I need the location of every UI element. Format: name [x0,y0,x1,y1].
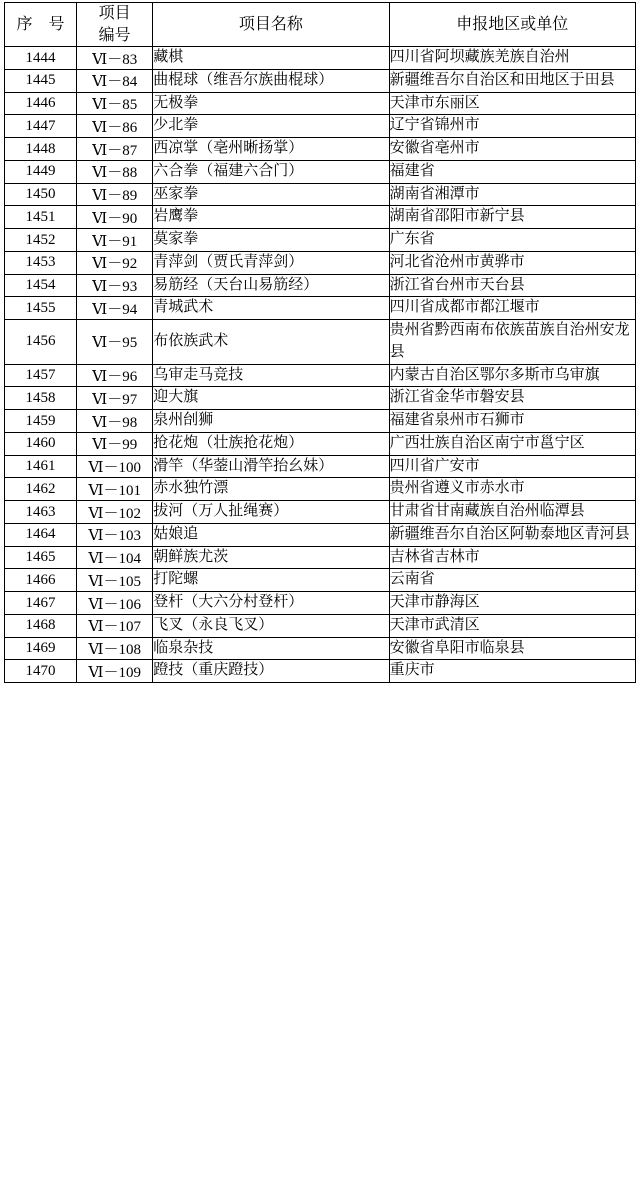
cell-region: 广东省 [389,229,635,252]
cell-region: 云南省 [389,569,635,592]
cell-project-name: 朝鲜族尤茨 [153,546,389,569]
cell-region: 广西壮族自治区南宁市邕宁区 [389,432,635,455]
table-row [5,592,636,615]
cell-code: Ⅵ－83 [77,47,153,70]
cell-code: Ⅵ－97 [77,387,153,410]
cell-sequence: 1469 [5,637,77,660]
cell-sequence: 1462 [5,478,77,501]
cell-code: Ⅵ－94 [77,297,153,320]
cell-region: 湖南省湘潭市 [389,183,635,206]
cell-sequence: 1465 [5,546,77,569]
cell-sequence: 1452 [5,229,77,252]
cell-region: 重庆市 [389,660,635,683]
table-row [5,614,636,637]
heritage-listing-table [4,2,636,683]
column-header-code: 项目 编号 [77,3,153,47]
cell-sequence: 1446 [5,92,77,115]
cell-sequence: 1467 [5,592,77,615]
cell-project-name: 临泉杂技 [153,637,389,660]
cell-sequence: 1463 [5,501,77,524]
cell-code: Ⅵ－95 [77,320,153,365]
cell-region: 浙江省台州市天台县 [389,274,635,297]
table-row [5,320,636,365]
cell-code: Ⅵ－86 [77,115,153,138]
cell-sequence: 1470 [5,660,77,683]
column-header-sequence: 序 号 [5,3,77,47]
cell-sequence: 1459 [5,410,77,433]
cell-code: Ⅵ－99 [77,432,153,455]
table-row [5,297,636,320]
cell-project-name: 岩鹰拳 [153,206,389,229]
table-row [5,183,636,206]
column-header-region: 申报地区或单位 [389,3,635,47]
table-row [5,478,636,501]
table-row [5,251,636,274]
cell-code: Ⅵ－84 [77,69,153,92]
cell-project-name: 青城武术 [153,297,389,320]
cell-project-name: 登杆（大六分村登杆） [153,592,389,615]
cell-region: 天津市东丽区 [389,92,635,115]
cell-region: 福建省 [389,160,635,183]
cell-sequence: 1448 [5,138,77,161]
cell-code: Ⅵ－103 [77,523,153,546]
cell-project-name: 姑娘追 [153,523,389,546]
cell-region: 贵州省黔西南布依族苗族自治州安龙县 [389,320,635,365]
cell-project-name: 易筋经（天台山易筋经） [153,274,389,297]
cell-project-name: 赤水独竹漂 [153,478,389,501]
cell-project-name: 迎大旗 [153,387,389,410]
cell-sequence: 1454 [5,274,77,297]
cell-code: Ⅵ－87 [77,138,153,161]
cell-project-name: 无极拳 [153,92,389,115]
table-row [5,455,636,478]
cell-region: 福建省泉州市石狮市 [389,410,635,433]
table-row [5,410,636,433]
cell-region: 四川省阿坝藏族羌族自治州 [389,47,635,70]
cell-project-name: 青萍剑（贾氏青萍剑） [153,251,389,274]
table-row [5,364,636,387]
table-header [5,3,636,47]
header-row [5,3,636,47]
cell-region: 辽宁省锦州市 [389,115,635,138]
table-row [5,546,636,569]
cell-code: Ⅵ－100 [77,455,153,478]
cell-sequence: 1450 [5,183,77,206]
cell-project-name: 泉州刣狮 [153,410,389,433]
cell-code: Ⅵ－109 [77,660,153,683]
cell-region: 天津市静海区 [389,592,635,615]
cell-sequence: 1455 [5,297,77,320]
table-row [5,523,636,546]
table-row [5,387,636,410]
table-row [5,229,636,252]
cell-project-name: 乌审走马竞技 [153,364,389,387]
table-row [5,47,636,70]
cell-region: 新疆维吾尔自治区阿勒泰地区青河县 [389,523,635,546]
cell-code: Ⅵ－88 [77,160,153,183]
cell-sequence: 1453 [5,251,77,274]
cell-region: 浙江省金华市磐安县 [389,387,635,410]
cell-sequence: 1468 [5,614,77,637]
cell-project-name: 飞叉（永良飞叉） [153,614,389,637]
cell-region: 吉林省吉林市 [389,546,635,569]
cell-project-name: 抢花炮（壮族抢花炮） [153,432,389,455]
cell-code: Ⅵ－108 [77,637,153,660]
table-row [5,432,636,455]
cell-code: Ⅵ－107 [77,614,153,637]
table-row [5,69,636,92]
cell-project-name: 藏棋 [153,47,389,70]
cell-project-name: 六合拳（福建六合门） [153,160,389,183]
cell-project-name: 布依族武术 [153,320,389,365]
cell-region: 河北省沧州市黄骅市 [389,251,635,274]
cell-project-name: 拔河（万人扯绳赛） [153,501,389,524]
cell-project-name: 少北拳 [153,115,389,138]
cell-code: Ⅵ－104 [77,546,153,569]
cell-code: Ⅵ－92 [77,251,153,274]
cell-project-name: 滑竿（华蓥山滑竿抬幺妹） [153,455,389,478]
table-row [5,637,636,660]
cell-sequence: 1451 [5,206,77,229]
cell-sequence: 1466 [5,569,77,592]
cell-code: Ⅵ－98 [77,410,153,433]
cell-code: Ⅵ－85 [77,92,153,115]
cell-region: 甘肃省甘南藏族自治州临潭县 [389,501,635,524]
cell-region: 安徽省亳州市 [389,138,635,161]
cell-region: 四川省广安市 [389,455,635,478]
cell-sequence: 1458 [5,387,77,410]
cell-region: 四川省成都市都江堰市 [389,297,635,320]
cell-code: Ⅵ－93 [77,274,153,297]
table-row [5,206,636,229]
cell-region: 天津市武清区 [389,614,635,637]
cell-sequence: 1457 [5,364,77,387]
cell-sequence: 1447 [5,115,77,138]
cell-code: Ⅵ－101 [77,478,153,501]
cell-code: Ⅵ－105 [77,569,153,592]
cell-code: Ⅵ－90 [77,206,153,229]
cell-sequence: 1456 [5,320,77,365]
table-row [5,115,636,138]
table-row [5,160,636,183]
cell-project-name: 打陀螺 [153,569,389,592]
cell-region: 新疆维吾尔自治区和田地区于田县 [389,69,635,92]
table-row [5,569,636,592]
cell-code: Ⅵ－89 [77,183,153,206]
cell-code: Ⅵ－96 [77,364,153,387]
cell-code: Ⅵ－106 [77,592,153,615]
table-row [5,274,636,297]
column-header-project-name: 项目名称 [153,3,389,47]
cell-sequence: 1445 [5,69,77,92]
table-row [5,660,636,683]
table-row [5,501,636,524]
cell-project-name: 西凉掌（亳州晰扬掌） [153,138,389,161]
cell-project-name: 曲棍球（维吾尔族曲棍球） [153,69,389,92]
cell-sequence: 1461 [5,455,77,478]
cell-code: Ⅵ－102 [77,501,153,524]
table-row [5,138,636,161]
cell-sequence: 1449 [5,160,77,183]
cell-region: 湖南省邵阳市新宁县 [389,206,635,229]
cell-region: 贵州省遵义市赤水市 [389,478,635,501]
cell-region: 安徽省阜阳市临泉县 [389,637,635,660]
cell-code: Ⅵ－91 [77,229,153,252]
cell-project-name: 巫家拳 [153,183,389,206]
table-body [5,47,636,683]
cell-project-name: 蹬技（重庆蹬技） [153,660,389,683]
table-row [5,92,636,115]
cell-project-name: 莫家拳 [153,229,389,252]
cell-region: 内蒙古自治区鄂尔多斯市乌审旗 [389,364,635,387]
cell-sequence: 1460 [5,432,77,455]
cell-sequence: 1444 [5,47,77,70]
cell-sequence: 1464 [5,523,77,546]
